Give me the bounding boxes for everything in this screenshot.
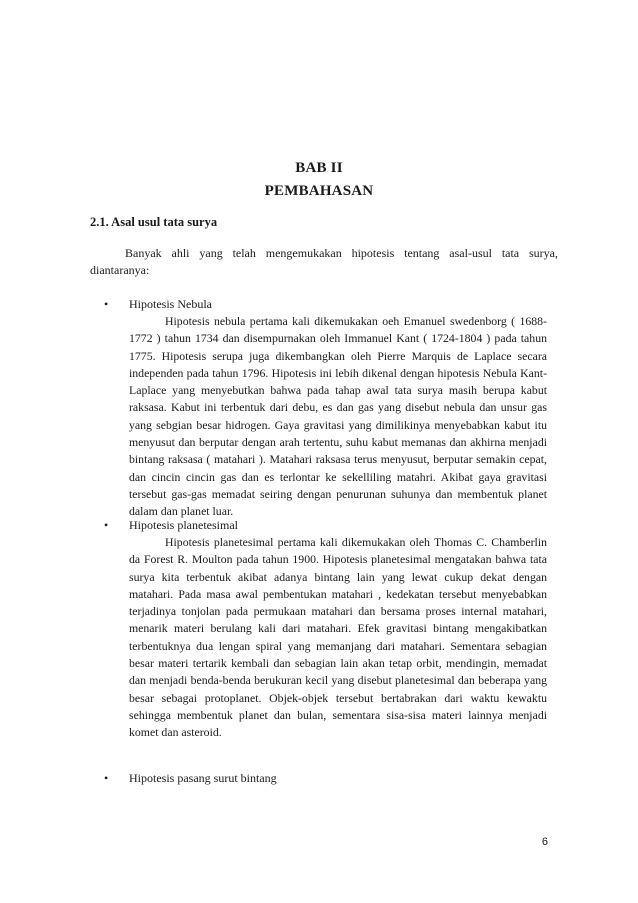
bullet-item-planetesimal	[90, 517, 570, 742]
bullet-body: Hipotesis nebula pertama kali dikemukakan oeh Emanuel swedenborg ( 1688-1772 ) tahun 1734 dan disempurnakan oleh Immanuel Kant ( 1724-1804 ) pada tahun 1775. Hipotesis serupa juga dikembangkan oleh Pierre Marquis de Laplace secara independen pada tahun 1796. Hipotesis ini lebih dikenal dengan hipotesis Nebula Kant-Laplace yang menyebutkan bahwa pada tahap awal tata surya masih berupa kabut raksasa. Kabut ini terbentuk dari debu, es dan gas yang disebut nebula dan unsur gas yang sebgian besar hidrogen. Gaya gravitasi yang dimilikinya menyebabkan kabut itu menyusut dan berputar dengan arah tertentu, suhu kabut memanas dan akhirna menjadi bintang raksasa ( matahari ). Matahari raksasa terus menyusut, berputar semakin cepat, dan cincin cincin gas dan es terlontar ke sekelliling matahri. Akibat gaya gravitasi tersebut gas-gas memadat seiring dengan penurunan suhunya dan membentuk planet dalam dan planet luar.	[129, 314, 547, 519]
bullet-title: Hipotesis planetesimal	[129, 518, 238, 532]
bullet-icon: •	[104, 771, 109, 785]
intro-paragraph: Banyak ahli yang telah mengemukakan hipotesis tentang asal-usul tata surya, diantaranya:	[90, 246, 558, 277]
bullet-icon: •	[104, 518, 109, 532]
bullet-title: Hipotesis pasang surut bintang	[129, 771, 277, 785]
bullet-title: Hipotesis Nebula	[129, 297, 212, 311]
bullet-body: Hipotesis planetesimal pertama kali dikemukakan oleh Thomas C. Chamberlin da Forest R. Moulton pada tahun 1900. Hipotesis planetesimal mengatakan bahwa tata surya kita terbentuk akibat adanya bintang lain yang lewat cukup dekat dengan matahari. Pada masa awal pembentukan matahari , kedekatan tersebut menyebabkan terjadinya tonjolan pada permukaan matahari dan bersama proses internal matahari, menarik materi berulang kali dari matahari. Efek gravitasi bintang mengakibatkan terbentuknya dua lengan spiral yang memanjang dari matahari. Sementara sebagian besar materi tertarik kembali dan sebagian lain akan tetap orbit, mendingin, memadat dan menjadi benda-benda berukuran kecil yang disebut planetesimal dan beberapa yang besar sebagai protoplanet. Objek-objek tersebut bertabrakan dari waktu kewaktu sehingga membentuk planet dan bulan, sementara sisa-sisa materi lainnya menjadi komet dan asteroid.	[129, 535, 547, 740]
bullet-icon: •	[104, 297, 109, 311]
section-heading: 2.1. Asal usul tata surya	[90, 215, 218, 229]
bullet-item-pasang-surut	[90, 770, 570, 787]
page-number: 6	[541, 836, 548, 848]
chapter-number: BAB II	[295, 160, 343, 176]
bullet-item-nebula	[90, 296, 570, 521]
chapter-title: PEMBAHASAN	[264, 183, 374, 199]
